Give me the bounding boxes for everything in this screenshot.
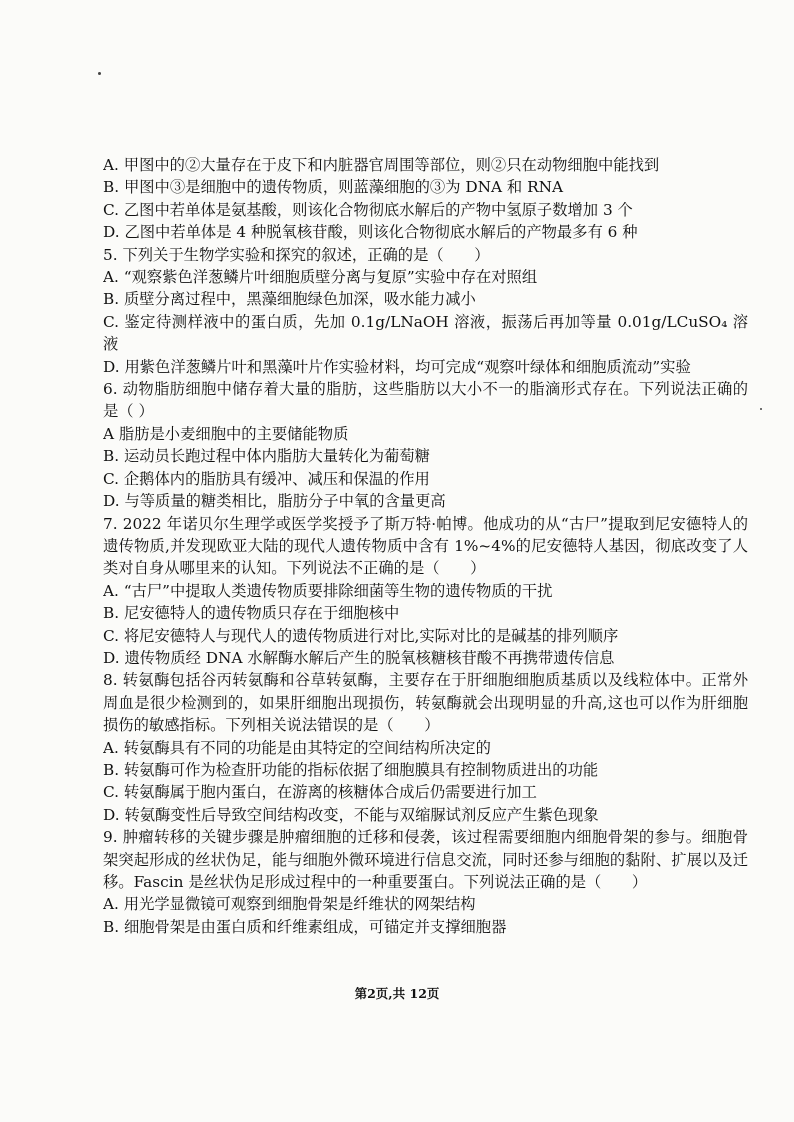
q6-option-b: B. 运动员长跑过程中体内脂肪大量转化为葡萄糖 — [103, 447, 430, 466]
q9-stem: 9. 肿瘤转移的关键步骤是肿瘤细胞的迁移和侵袭，该过程需要细胞内细胞骨架的参与。细胞骨架突起形成的丝状伪足，能与细胞外微环境进行信息交流，同时还参与细胞的黏附、扩展以及迁移。Fascin 是丝状伪足形成过程中的一种重要蛋白。下列说法正确的是（ ） — [103, 828, 748, 891]
q4-option-b: B. 甲图中③是细胞中的遗传物质，则蓝藻细胞的③为 DNA 和 RNA — [103, 178, 564, 197]
q9-option-a: A. 用光学显微镜可观察到细胞骨架是纤维状的网架结构 — [103, 895, 476, 914]
q8-option-b: B. 转氨酶可作为检查肝功能的指标依据了细胞膜具有控制物质进出的功能 — [103, 760, 599, 779]
q5-option-a: A. “观察紫色洋葱鳞片叶细胞质壁分离与复原”实验中存在对照组 — [103, 268, 538, 287]
scan-speck — [760, 408, 762, 410]
q5-option-c: C. 鉴定待测样液中的蛋白质，先加 0.1g/LNaOH 溶液，振荡后再加等量 0.01g/LCuSO₄ 溶液 — [103, 312, 748, 354]
q7-option-c: C. 将尼安德特人与现代人的遗传物质进行对比,实际对比的是碱基的排列顺序 — [103, 626, 619, 645]
q7-option-d: D. 遗传物质经 DNA 水解酶水解后产生的脱氧核糖核苷酸不再携带遗传信息 — [103, 648, 615, 667]
q8-option-c: C. 转氨酶属于胞内蛋白，在游离的核糖体合成后仍需要进行加工 — [103, 783, 537, 802]
q8-option-a: A. 转氨酶具有不同的功能是由其特定的空间结构所决定的 — [103, 738, 491, 757]
q7-stem: 7. 2022 年诺贝尔生理学或医学奖授予了斯万特·帕博。他成功的从“古尸”提取到尼安德特人的遗传物质,并发现欧亚大陆的现代人遗传物质中含有 1%~4%的尼安德特人基因，彻底改变了人类对自身从哪里来的认知。下列说法不正确的是（ ） — [103, 514, 748, 578]
q7-option-a: A. “古尸”中提取人类遗传物质要排除细菌等生物的遗传物质的干扰 — [103, 581, 553, 600]
scan-speck — [98, 72, 101, 75]
page-footer: 第2页,共 12页 — [354, 986, 440, 1001]
q5-option-d: D. 用紫色洋葱鳞片叶和黑藻叶片作实验材料，均可完成“观察叶绿体和细胞质流动”实验 — [103, 357, 691, 376]
question-content — [103, 154, 748, 938]
q8-stem: 8. 转氨酶包括谷丙转氨酶和谷草转氨酶，主要存在于肝细胞细胞质基质以及线粒体中。正常外周血是很少检测到的，如果肝细胞出现损伤，转氨酶就会出现明显的升高,这也可以作为肝细胞损伤的敏感指标。下列相关说法错误的是（ ） — [103, 671, 748, 735]
q6-option-a: A 脂肪是小麦细胞中的主要储能物质 — [103, 424, 349, 443]
q6-option-d: D. 与等质量的糖类相比，脂肪分子中氧的含量更高 — [103, 492, 446, 511]
q7-option-b: B. 尼安德特人的遗传物质只存在于细胞核中 — [103, 604, 400, 623]
q6-stem: 6. 动物脂肪细胞中储存着大量的脂肪，这些脂肪以大小不一的脂滴形式存在。下列说法正确的是（ ） — [103, 380, 748, 421]
q6-option-c: C. 企鹅体内的脂肪具有缓冲、减压和保温的作用 — [103, 469, 430, 488]
q9-option-b: B. 细胞骨架是由蛋白质和纤维素组成，可锚定并支撑细胞器 — [103, 917, 507, 936]
q5-stem: 5. 下列关于生物学实验和探究的叙述，正确的是（ ） — [103, 245, 490, 264]
q4-option-a: A. 甲图中的②大量存在于皮下和内脏器官周围等部位，则②只在动物细胞中能找到 — [103, 156, 660, 174]
q4-option-d: D. 乙图中若单体是 4 种脱氧核苷酸，则该化合物彻底水解后的产物最多有 6 种 — [103, 223, 638, 242]
q4-option-c: C. 乙图中若单体是氨基酸，则该化合物彻底水解后的产物中氢原子数增加 3 个 — [103, 200, 633, 219]
q8-option-d: D. 转氨酶变性后导致空间结构改变，不能与双缩脲试剂反应产生紫色现象 — [103, 805, 599, 824]
q5-option-b: B. 质壁分离过程中，黑藻细胞绿色加深，吸水能力减小 — [103, 290, 476, 309]
